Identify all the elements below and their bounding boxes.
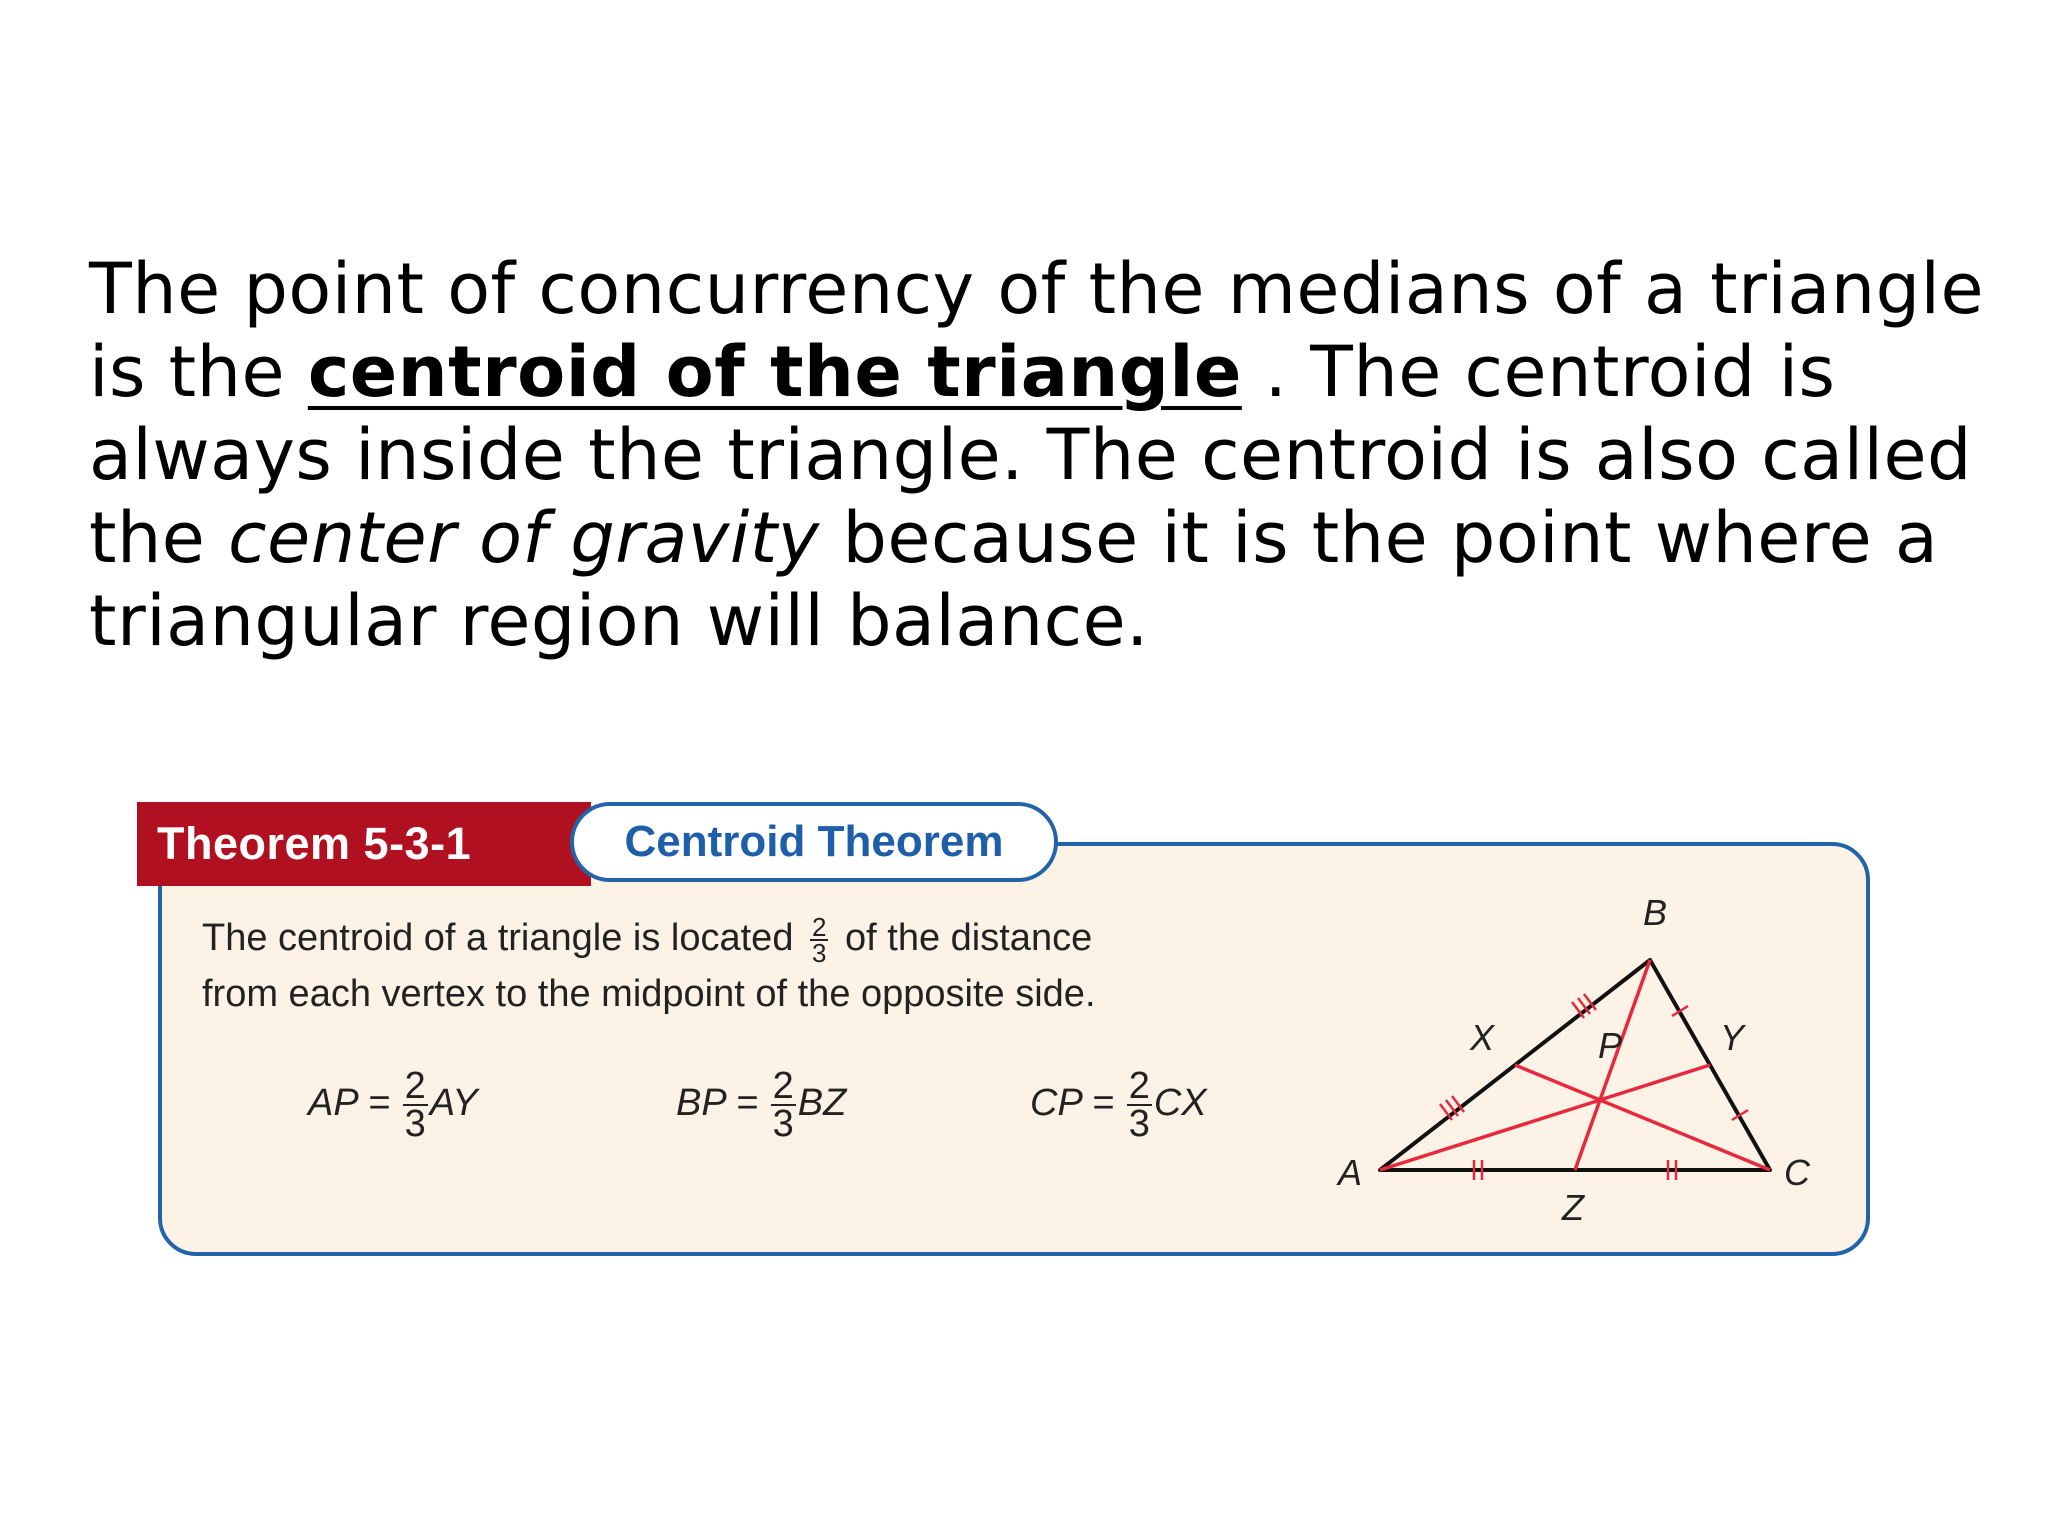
formula-bp-lhs: BP =	[676, 1082, 769, 1125]
formula-bp-numerator: 2	[772, 1065, 794, 1107]
statement-fraction	[810, 911, 828, 968]
theorem-number-tab: Theorem 5-3-1	[137, 802, 591, 886]
formula-ap-lhs: AP =	[308, 1082, 401, 1125]
formula-bp-rhs: BZ	[797, 1082, 847, 1125]
formula-cp-fraction	[1127, 1065, 1152, 1145]
formula-ap	[308, 1065, 478, 1145]
formula-cp	[1030, 1065, 1207, 1145]
statement-line-2: from each vertex to the midpoint of the opposite side.	[202, 973, 1096, 1015]
statement-text-1: The centroid of a triangle is located	[202, 917, 805, 959]
paragraph-text-2: . The centroid is always inside the triangle. The centroid is also called the	[89, 331, 1972, 579]
label-c: C	[1784, 1152, 1810, 1193]
formula-ap-rhs: AY	[429, 1082, 478, 1125]
label-p: P	[1598, 1025, 1623, 1066]
formula-ap-denominator: 3	[404, 1103, 426, 1145]
center-of-gravity-term: center of gravity	[228, 497, 820, 579]
statement-fraction-numerator: 2	[812, 911, 827, 942]
formula-bp-fraction	[771, 1065, 796, 1145]
paragraph-text-1: The point of concurrency of the medians of a triangle is the	[89, 248, 1985, 413]
formula-ap-fraction	[403, 1065, 428, 1145]
centroid-triangle-diagram	[1310, 880, 1850, 1240]
formula-bp-denominator: 3	[772, 1103, 794, 1145]
formula-cp-lhs: CP =	[1030, 1082, 1125, 1125]
paragraph-text-3: because it is the point where a triangular region will balance.	[89, 497, 1939, 662]
statement-text-2: of the distance	[834, 917, 1093, 959]
formula-cp-numerator: 2	[1128, 1065, 1150, 1107]
theorem-name-pill: Centroid Theorem	[570, 802, 1058, 882]
tick-marks-ab	[1440, 994, 1596, 1120]
label-y: Y	[1720, 1017, 1745, 1058]
formula-cp-rhs: CX	[1153, 1082, 1207, 1125]
formula-bp	[676, 1065, 847, 1145]
label-z: Z	[1562, 1187, 1584, 1228]
centroid-term: centroid of the triangle	[307, 331, 1242, 413]
label-a: A	[1338, 1152, 1363, 1193]
definition-paragraph	[89, 248, 1989, 663]
label-b: B	[1643, 892, 1668, 933]
theorem-statement	[202, 910, 1352, 1022]
median-cx	[1515, 1065, 1770, 1170]
formula-cp-denominator: 3	[1128, 1103, 1150, 1145]
formula-ap-numerator: 2	[404, 1065, 426, 1107]
statement-fraction-denominator: 3	[812, 937, 827, 968]
label-x: X	[1470, 1017, 1495, 1058]
triangle-outline	[1380, 960, 1770, 1170]
median-ay	[1380, 1065, 1710, 1170]
